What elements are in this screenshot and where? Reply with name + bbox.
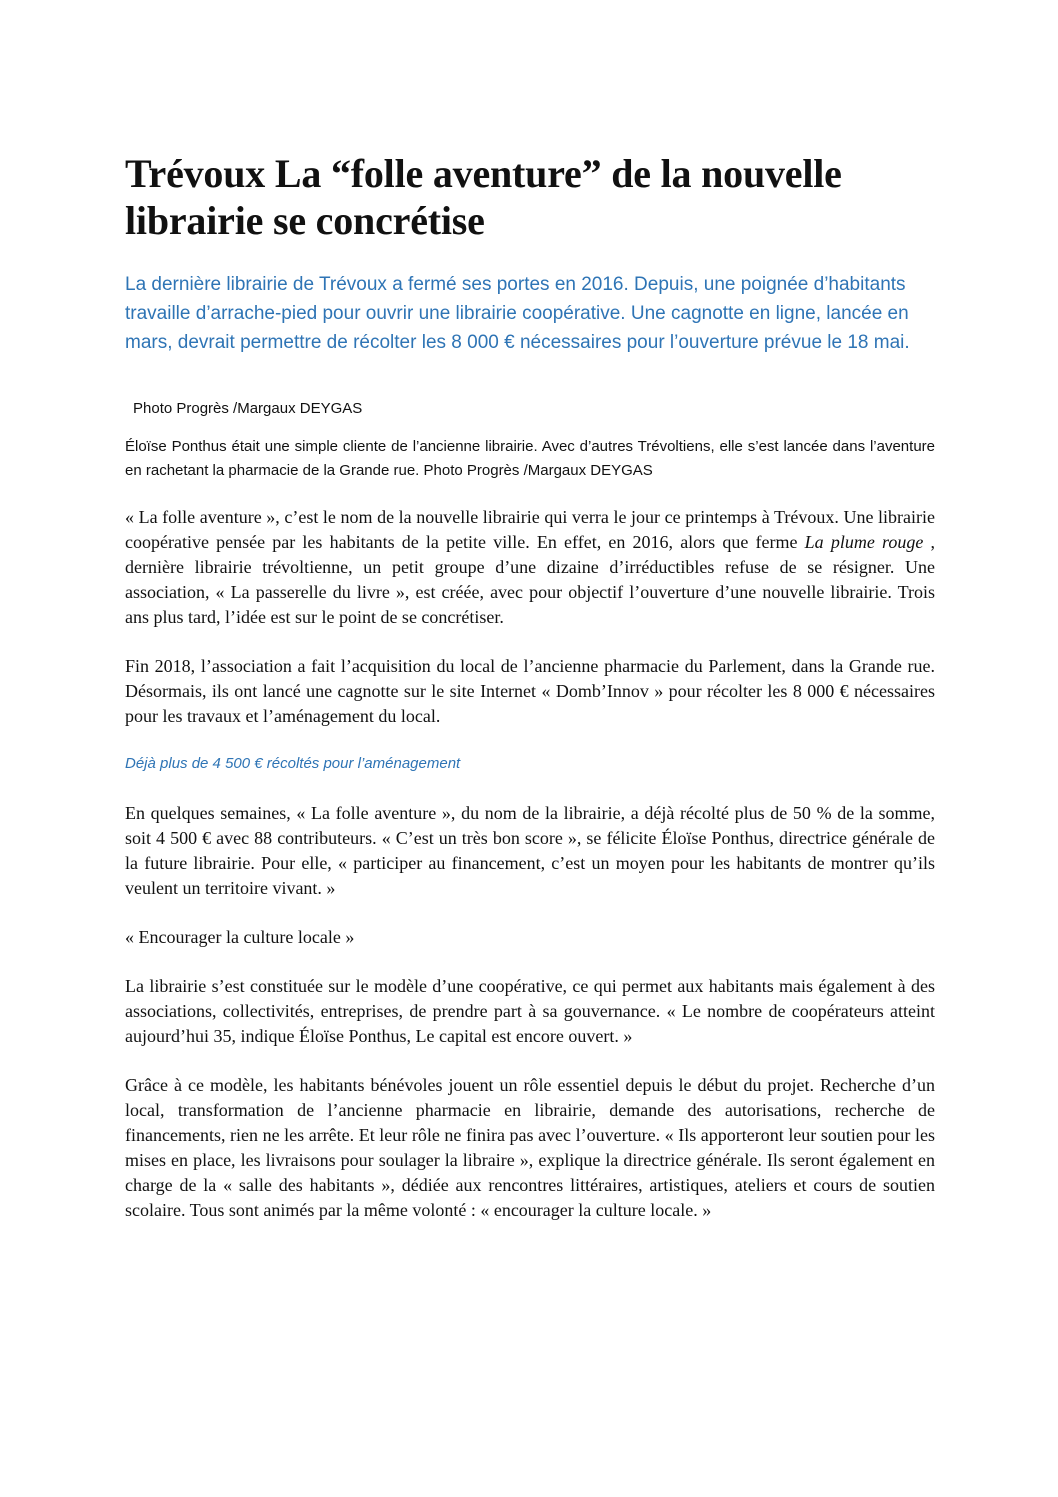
paragraph-4: La librairie s’est constituée sur le modèle d’une coopérative, ce qui permet aux habitants mais également à des associations, collectivités, entreprises, de prendre part à sa gouvernance. « Le nombre de coopérateurs atteint aujourd’hui 35, indique Éloïse Ponthus, Le capital est encore ouvert. »: [125, 976, 935, 1046]
paragraph-5: Grâce à ce modèle, les habitants bénévoles jouent un rôle essentiel depuis le début du projet. Recherche d’un local, transformation de l’ancienne pharmacie en librairie, demande des autorisations, recherche de financements, rien ne les arrête. Et leur rôle ne finira pas avec l’ouverture. « Ils apporteront leur soutien pour les mises en place, les livraisons pour soulager la libraire », explique la directrice générale. Ils seront également en charge de la « salle des habitants », dédiée aux rencontres littéraires, artistiques, ateliers et cours de soutien scolaire. Tous sont animés par la même volonté : « encourager la culture locale. »: [125, 1075, 935, 1220]
paragraph-1: [125, 505, 935, 630]
photo-caption: Éloïse Ponthus était une simple cliente de l’ancienne librairie. Avec d’autres Trévoltiens, elle s’est lancée dans l’aventure en rachetant la pharmacie de la Grande rue. Photo Progrès /Margaux DEYGAS: [125, 438, 935, 479]
paragraph-3: En quelques semaines, « La folle aventure », du nom de la librairie, a déjà récolté plus de 50 % de la somme, soit 4 500 € avec 88 contributeurs. « C’est un très bon score », se félicite Éloïse Ponthus, directrice générale de la future librairie. Pour elle, « participer au financement, c’est un moyen pour les habitants de montrer qu’ils veulent un territoire vivant. »: [125, 803, 935, 898]
paragraph-1-end: , dernière librairie trévoltienne, un petit groupe d’une dizaine d’irréductibles refuse de se résigner. Une association, « La passerelle du livre », est créée, avec pour objectif l’ouverture d’une nouvelle librairie. Trois ans plus tard, l’idée est sur le point de se concrétiser.: [125, 532, 935, 627]
article-page: [125, 150, 935, 1247]
article-lead: La dernière librairie de Trévoux a fermé ses portes en 2016. Depuis, une poignée d’habitants travaille d’arrache-pied pour ouvrir une librairie coopérative. Une cagnotte en ligne, lancée en mars, devrait permettre de récolter les 8 000 € nécessaires pour l’ouverture prévue le 18 mai.: [125, 274, 910, 353]
paragraph-2: Fin 2018, l’association a fait l’acquisition du local de l’ancienne pharmacie du Parlement, dans la Grande rue. Désormais, ils ont lancé une cagnotte sur le site Internet « Domb’Innov » pour récolter les 8 000 € nécessaires pour les travaux et l’aménagement du local.: [125, 656, 935, 726]
quote-heading: « Encourager la culture locale »: [125, 927, 355, 947]
photo-credit: Photo Progrès /Margaux DEYGAS: [133, 400, 363, 417]
bookstore-name-italic: La plume rouge: [804, 532, 924, 552]
section-subheading: Déjà plus de 4 500 € récoltés pour l’aménagement: [125, 755, 461, 772]
article-title: Trévoux La “folle aventure” de la nouvelle librairie se concrétise: [125, 151, 842, 243]
paragraph-1-start: « La folle aventure », c’est le nom de la nouvelle librairie qui verra le jour ce printemps à Trévoux. Une librairie coopérative pensée par les habitants de la petite ville. En effet, en 2016, alors que ferme: [125, 507, 935, 552]
